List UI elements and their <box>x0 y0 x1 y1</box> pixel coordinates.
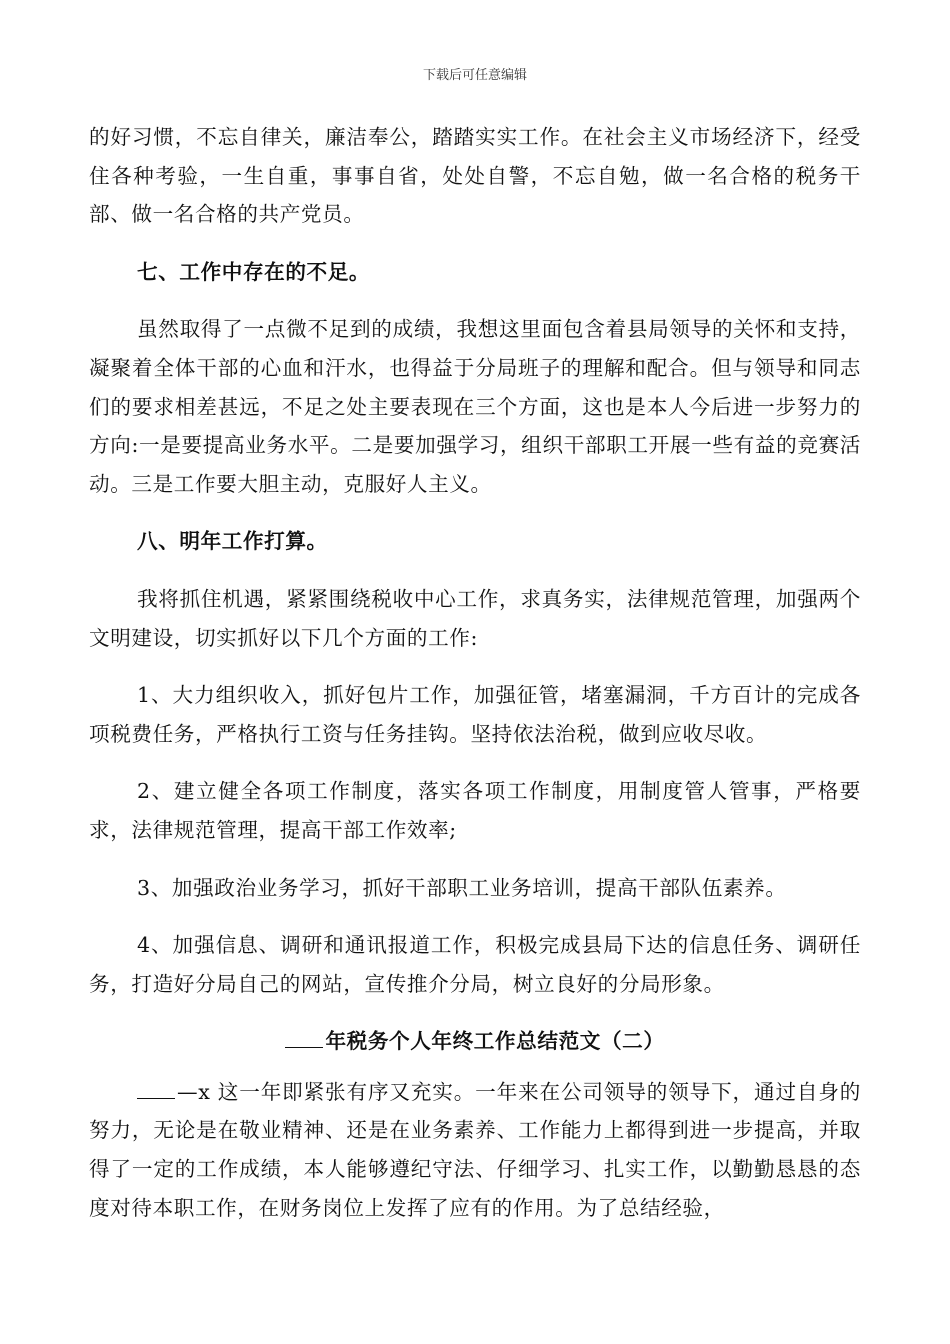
year-blank-line <box>137 1076 175 1099</box>
section-heading-next-year-plan: 八、明年工作打算。 <box>137 529 328 554</box>
title-text: 年税务个人年终工作总结范文（二） <box>325 1029 665 1054</box>
paragraph-shortcomings: 虽然取得了一点微不足到的成绩，我想这里面包含着县局领导的关怀和支持，凝聚着全体干部的心血和汗水，也得益于分局班子的理解和配合。但与领导和同志们的要求相差甚远，不足之处主要表现在三个方面，这也是本人今后进一步努力的方向:一是要提高业务水平。二是要加强学习，组织干部职工开展一些有益的竞赛活动。三是工作要大胆主动，克服好人主义。 <box>89 317 861 496</box>
section-heading-shortcomings: 七、工作中存在的不足。 <box>137 259 371 284</box>
document-title-two <box>89 1022 861 1061</box>
plan-item-4: 4、加强信息、调研和通讯报道工作，积极完成县局下达的信息任务、调研任务，打造好分局自己的网站，宣传推介分局，树立良好的分局形象。 <box>89 933 861 996</box>
paragraph-plan-intro: 我将抓住机遇，紧紧围绕税收中心工作，求真务实，法律规范管理，加强两个文明建设，切实抓好以下几个方面的工作: <box>89 586 861 650</box>
paragraph-year-summary <box>89 1073 861 1227</box>
plan-item-1: 1、大力组织收入，抓好包片工作，加强征管，堵塞漏洞，千方百计的完成各项税费任务，严格执行工资与任务挂钩。坚持依法治税，做到应收尽收。 <box>89 683 861 746</box>
page-header: 下载后可任意编辑 <box>422 68 527 83</box>
year-summary-text: —x 这一年即紧张有序又充实。一年来在公司领导的领导下，通过自身的努力，无论是在敬业精神、还是在业务素养、工作能力上都得到进一步提高，并取得了一定的工作成绩，本人能够遵纪守法、仔细学习、扎实工作，以勤勤恳恳的态度对待本职工作，在财务岗位上发挥了应有的作用。为了总结经验， <box>89 1079 861 1220</box>
paragraph-integrity: 的好习惯，不忘自律关，廉洁奉公，踏踏实实工作。在社会主义市场经济下，经受住各种考验，一生自重，事事自省，处处自警，不忘自勉，做一名合格的税务干部、做一名合格的共产党员。 <box>89 125 861 227</box>
title-blank-line <box>285 1025 323 1048</box>
plan-item-3: 3、加强政治业务学习，抓好干部职工业务培训，提高干部队伍素养。 <box>137 875 787 900</box>
document-body <box>89 118 861 1246</box>
plan-item-2: 2、建立健全各项工作制度，落实各项工作制度，用制度管人管事，严格要求，法律规范管理，提高干部工作效率; <box>89 779 861 842</box>
